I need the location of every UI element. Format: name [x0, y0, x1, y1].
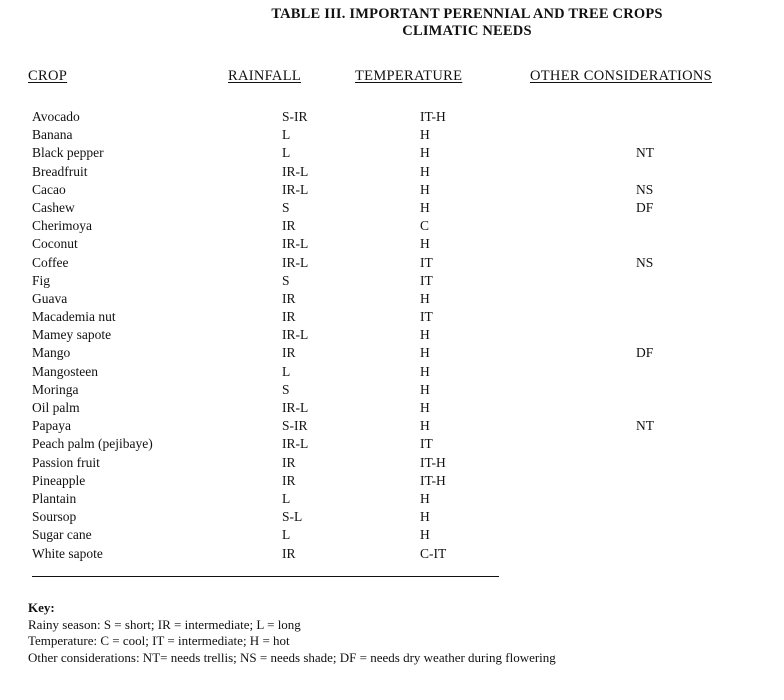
cell-crop: Black pepper — [32, 145, 104, 161]
table-row — [0, 417, 784, 435]
cell-other-considerations: NT — [636, 145, 654, 161]
cell-crop: Papaya — [32, 418, 71, 434]
cell-temperature: H — [420, 345, 430, 361]
cell-other-considerations: NS — [636, 181, 654, 197]
cell-crop: Macademia nut — [32, 309, 116, 325]
cell-crop: Guava — [32, 290, 68, 306]
cell-temperature: C — [420, 218, 430, 234]
cell-rainfall: IR — [282, 290, 296, 306]
cell-rainfall: IR-L — [282, 400, 309, 415]
cell-temperature: H — [420, 199, 430, 215]
table-row — [0, 235, 784, 253]
cell-rainfall: IR — [282, 545, 296, 561]
cell-rainfall: S-IR — [282, 109, 308, 124]
cell-rainfall: IR-L — [282, 436, 309, 452]
cell-temperature: H — [420, 290, 430, 306]
table-row — [0, 199, 784, 217]
key-legend — [28, 600, 556, 666]
cell-rainfall: S — [282, 272, 290, 288]
cell-rainfall: S-IR — [282, 418, 308, 434]
cell-temperature: H — [420, 490, 430, 506]
table-row — [0, 399, 784, 417]
table-row — [0, 144, 784, 162]
cell-rainfall: IR-L — [282, 236, 309, 252]
cell-temperature: H — [420, 400, 430, 415]
table-row — [0, 108, 784, 126]
cell-crop: Mamey sapote — [32, 327, 112, 343]
cell-rainfall: IR — [282, 454, 296, 470]
cell-crop: Banana — [32, 127, 73, 143]
cell-other-considerations: DF — [636, 199, 654, 215]
cell-temperature: H — [420, 381, 430, 397]
cell-temperature: IT-H — [420, 454, 446, 470]
cell-rainfall: IR — [282, 345, 296, 361]
cell-crop: Coconut — [32, 236, 78, 252]
cell-crop: Breadfruit — [32, 163, 88, 179]
table-row — [0, 163, 784, 181]
cell-temperature: H — [420, 363, 430, 379]
cell-temperature: H — [420, 527, 430, 543]
column-header-temperature: TEMPERATURE — [355, 68, 463, 84]
cell-rainfall: S — [282, 199, 290, 215]
cell-temperature: H — [420, 145, 430, 161]
cell-crop: Cashew — [32, 199, 75, 215]
cell-rainfall: S-L — [282, 509, 303, 525]
cell-temperature: IT-H — [420, 472, 446, 488]
table-row — [0, 290, 784, 308]
cell-rainfall: IR — [282, 472, 296, 488]
cell-crop: Moringa — [32, 381, 79, 397]
table-row — [0, 472, 784, 490]
table-row — [0, 490, 784, 508]
cell-temperature: H — [420, 509, 430, 525]
table-body — [0, 108, 784, 563]
title-line-2: CLIMATIC NEEDS — [402, 23, 532, 39]
cell-temperature: IT — [420, 272, 433, 288]
table-row — [0, 326, 784, 344]
cell-crop: Avocado — [32, 109, 80, 124]
cell-crop: Coffee — [32, 254, 69, 270]
key-other-considerations: Other considerations: NT= needs trellis; NS = needs shade; DF = needs dry weather during flowering — [28, 649, 556, 665]
column-header-rainfall: RAINFALL — [228, 68, 302, 84]
table-row — [0, 435, 784, 453]
column-header-crop: CROP — [28, 68, 68, 84]
key-temperature: Temperature: C = cool; IT = intermediate; H = hot — [28, 633, 290, 648]
cell-crop: White sapote — [32, 545, 103, 561]
cell-other-considerations: NS — [636, 254, 654, 270]
table-title — [0, 6, 784, 40]
table-row — [0, 344, 784, 362]
cell-rainfall: L — [282, 363, 291, 379]
cell-rainfall: IR-L — [282, 163, 309, 179]
cell-temperature: IT — [420, 254, 433, 270]
table-row — [0, 363, 784, 381]
cell-rainfall: S — [282, 381, 290, 397]
cell-temperature: H — [420, 127, 430, 143]
cell-rainfall: IR-L — [282, 181, 309, 197]
table-row — [0, 126, 784, 144]
key-title: Key: — [28, 600, 55, 615]
cell-crop: Cacao — [32, 181, 66, 197]
cell-rainfall: IR — [282, 309, 296, 325]
cell-other-considerations: NT — [636, 418, 654, 434]
cell-rainfall: IR-L — [282, 327, 309, 343]
table-row — [0, 381, 784, 399]
table-row — [0, 454, 784, 472]
table-row — [0, 272, 784, 290]
table-bottom-rule — [32, 576, 499, 577]
cell-rainfall: L — [282, 145, 291, 161]
cell-crop: Peach palm (pejibaye) — [32, 436, 153, 452]
table-row — [0, 508, 784, 526]
key-rainy-season: Rainy season: S = short; IR = intermediate; L = long — [28, 616, 301, 632]
table-row — [0, 526, 784, 544]
cell-crop: Fig — [32, 272, 51, 288]
cell-crop: Oil palm — [32, 400, 80, 415]
table-row — [0, 217, 784, 235]
cell-crop: Cherimoya — [32, 218, 92, 234]
cell-temperature: H — [420, 418, 430, 434]
cell-rainfall: L — [282, 127, 291, 143]
cell-temperature: IT — [420, 309, 433, 325]
cell-temperature: IT — [420, 436, 433, 452]
cell-temperature: H — [420, 181, 430, 197]
column-header-other-considerations: OTHER CONSIDERATIONS — [530, 68, 713, 84]
cell-crop: Mango — [32, 345, 71, 361]
cell-rainfall: L — [282, 490, 291, 506]
table-row — [0, 545, 784, 563]
cell-crop: Plantain — [32, 490, 77, 506]
cell-temperature: H — [420, 236, 430, 252]
cell-crop: Soursop — [32, 509, 77, 525]
title-line-1: TABLE III. IMPORTANT PERENNIAL AND TREE CROPS — [271, 6, 663, 22]
cell-other-considerations: DF — [636, 345, 654, 361]
cell-temperature: IT-H — [420, 109, 446, 124]
cell-rainfall: L — [282, 527, 291, 543]
cell-temperature: H — [420, 327, 430, 343]
cell-crop: Passion fruit — [32, 454, 100, 470]
cell-rainfall: IR — [282, 218, 296, 234]
table-row — [0, 181, 784, 199]
cell-crop: Mangosteen — [32, 363, 98, 379]
cell-crop: Sugar cane — [32, 527, 92, 543]
table-row — [0, 308, 784, 326]
cell-temperature: H — [420, 163, 430, 179]
table-row — [0, 254, 784, 272]
cell-rainfall: IR-L — [282, 254, 309, 270]
cell-temperature: C-IT — [420, 545, 447, 561]
cell-crop: Pineapple — [32, 472, 86, 488]
